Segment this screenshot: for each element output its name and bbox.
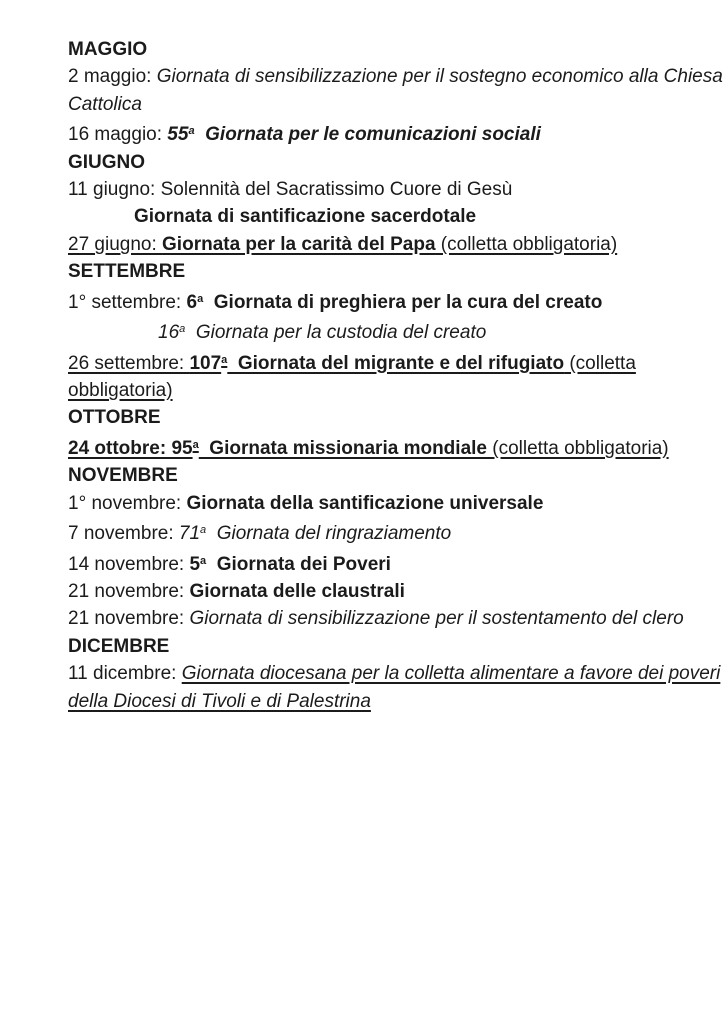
text-run: 16 (158, 322, 180, 344)
ordinal-superscript: a (200, 554, 207, 567)
text-run: 11 giugno: Solennità del Sacratissimo Cuore di Gesù (68, 179, 513, 201)
text-run: MAGGIO (68, 39, 148, 60)
document-line (68, 36, 714, 63)
document-line (68, 377, 714, 404)
text-run: Giornata delle claustrali (189, 581, 405, 603)
ordinal-superscript: a (192, 438, 199, 451)
document-line (68, 286, 714, 316)
text-run: OTTOBRE (68, 407, 161, 429)
ordinal-superscript: a (197, 292, 204, 305)
text-run: Giornata del migrante e del rifugiato (227, 352, 565, 374)
text-run: 55 (167, 124, 189, 146)
text-run: 71 (178, 523, 201, 545)
text-run: Cattolica (68, 93, 142, 115)
text-run: NOVEMBRE (68, 465, 178, 487)
text-run: 27 giugno: (68, 233, 163, 255)
text-run: 16 maggio: (68, 124, 168, 146)
document-line (68, 316, 714, 346)
ordinal-superscript: a (179, 323, 186, 336)
ordinal-superscript: a (221, 353, 228, 366)
document-line (68, 231, 714, 258)
text-run: (colletta obbligatoria) (486, 437, 669, 459)
text-run: 5 (189, 553, 201, 575)
text-run: Giornata di preghiera per la cura del creato (203, 291, 603, 313)
document-line (68, 176, 714, 203)
text-run: 6 (186, 291, 198, 313)
document-line (68, 149, 714, 176)
text-run: 7 novembre: (68, 523, 179, 545)
document-line (68, 404, 714, 431)
text-run: della Diocesi di Tivoli e di Palestrina (68, 690, 371, 712)
text-run: 107 (189, 352, 222, 374)
document-line (68, 258, 714, 285)
text-run: Giornata per la carità del Papa (162, 233, 436, 255)
document-line (68, 118, 714, 148)
document-line (68, 91, 714, 118)
calendar-list (68, 36, 723, 715)
text-run: Giornata per la custodia del creato (185, 322, 487, 344)
document-line (68, 462, 714, 489)
document-line (68, 347, 714, 377)
text-run: SETTEMBRE (68, 261, 186, 283)
document-line (68, 517, 714, 547)
document-line (68, 432, 714, 462)
document-line (68, 203, 714, 230)
text-run: Giornata di sensibilizzazione per il sostentamento del clero (189, 608, 684, 630)
document-line (68, 63, 723, 90)
text-run: 1° settembre: (68, 291, 187, 313)
document-line (68, 548, 714, 578)
text-run: Giornata della santificazione universale (186, 492, 544, 514)
text-run: Giornata dei Poveri (206, 553, 391, 575)
text-run: 21 novembre: (68, 581, 190, 603)
document-line (68, 490, 714, 517)
text-run: 26 settembre: (68, 352, 190, 374)
text-run: 24 ottobre: 95 (68, 437, 193, 459)
text-run: Giornata per le comunicazioni sociali (194, 124, 541, 146)
text-run: GIUGNO (68, 151, 146, 173)
document-line (68, 688, 714, 715)
text-run: 14 novembre: (68, 553, 190, 575)
ordinal-superscript: a (200, 524, 207, 537)
text-run: (colletta obbligatoria) (435, 233, 618, 255)
text-run: Giornata missionaria mondiale (198, 437, 487, 459)
text-run: DICEMBRE (68, 635, 170, 657)
text-run: Giornata di santificazione sacerdotale (134, 206, 477, 228)
text-run: (colletta (564, 352, 636, 374)
document-line (68, 605, 714, 632)
text-run: 1° novembre: (68, 492, 187, 514)
document-line (68, 578, 714, 605)
text-run: Giornata di sensibilizzazione per il sostegno economico alla Chiesa (156, 66, 723, 88)
text-run: 21 novembre: (68, 608, 190, 630)
text-run: 2 maggio: (68, 66, 157, 88)
document-line (68, 660, 721, 687)
ordinal-superscript: a (188, 125, 195, 138)
text-run: Giornata diocesana per la colletta alimentare a favore dei poveri (181, 663, 721, 685)
text-run: Giornata del ringraziamento (206, 523, 452, 545)
document-line (68, 633, 714, 660)
text-run: obbligatoria) (68, 380, 173, 402)
text-run: 11 dicembre: (68, 663, 182, 685)
